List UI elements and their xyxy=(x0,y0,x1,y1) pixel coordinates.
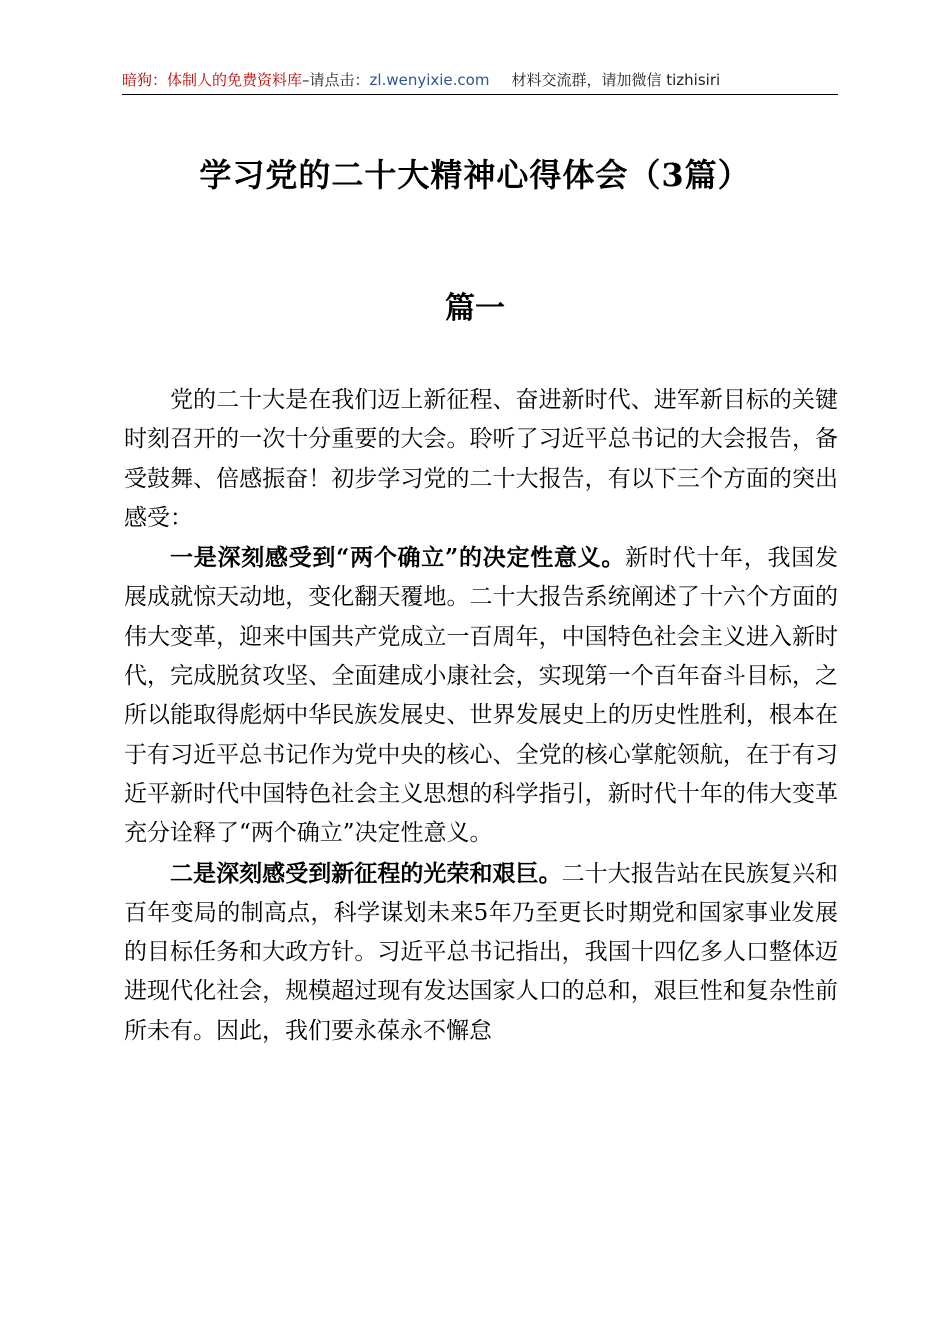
document-title: 学习党的二十大精神心得体会（3篇） xyxy=(199,156,751,194)
paragraph-text: 新时代十年，我国发展成就惊天动地，变化翻天覆地。二十大报告系统阐述了十六个方面的伟大变革，迎来中国共产党成立一百周年，中国特色社会主义进入新时代，完成脱贫攻坚、全面建成小康社会，实现第一个百年奋斗目标，之所以能取得彪炳中华民族发展史、世界发展史上的历史性胜利，根本在于有习近平总书记作为党中央的核心、全党的核心掌舵领航，在于有习近平新时代中国特色社会主义思想的科学指引，新时代十年的伟大变革充分诠释了“两个确立”决定性意义。 xyxy=(124,545,838,847)
paragraph-lead: 二是深刻感受到新征程的光荣和艰巨。 xyxy=(170,859,562,887)
paragraph-lead: 一是深刻感受到“两个确立”的决定性意义。 xyxy=(170,544,626,572)
header-contact: 材料交流群，请加微信 tizhisiri xyxy=(511,71,721,89)
section-title: 篇一 xyxy=(445,291,505,326)
document-body xyxy=(124,381,838,1051)
header-prompt: –请点击： xyxy=(302,71,370,89)
paragraph-text: 二十大报告站在民族复兴和百年变局的制高点，科学谋划未来5年乃至更长时期党和国家事业发展的目标任务和大政方针。习近平总书记指出，我国十四亿多人口整体迈进现代化社会，规模超过现有发达国家人口的总和，艰巨性和复杂性前所未有。因此，我们要永葆永不懈怠 xyxy=(124,860,839,1044)
paragraph-intro xyxy=(124,381,838,538)
header-url-link[interactable]: zl.wenyixie.com xyxy=(369,71,490,89)
paragraph-text: 党的二十大是在我们迈上新征程、奋进新时代、进军新目标的关键时刻召开的一次十分重要的大会。聆听了习近平总书记的大会报告，备受鼓舞、倍感振奋！初步学习党的二十大报告，有以下三个方面的突出感受： xyxy=(124,387,838,531)
paragraph-point-two xyxy=(124,854,838,1051)
header-brand: 暗狗：体制人的免费资料库 xyxy=(122,71,303,89)
paragraph-point-one xyxy=(124,538,838,853)
page-header xyxy=(122,66,838,95)
